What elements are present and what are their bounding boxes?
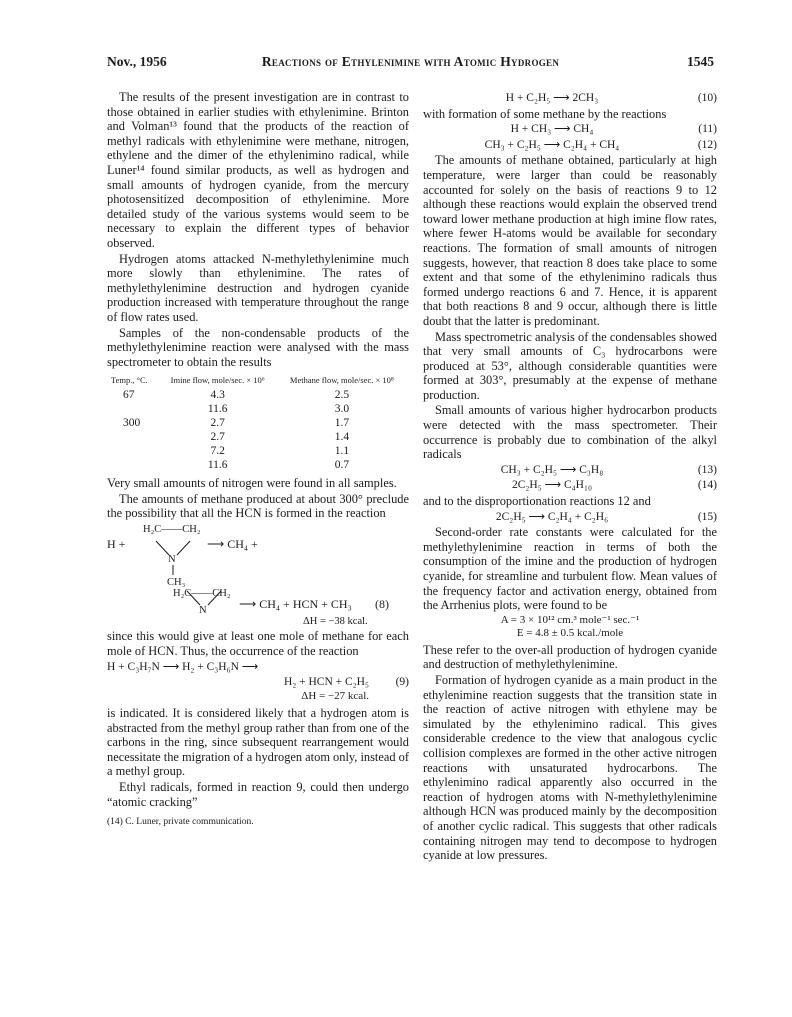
ring-bottom-h2c-ch2: H₂C——CH₂ bbox=[173, 588, 231, 600]
equation-15: 2C₂H₅ ⟶ C₂H₄ + C₂H₆ (15) bbox=[495, 510, 717, 523]
table-cell: 1.1 bbox=[334, 445, 350, 458]
h-plus: H + bbox=[107, 537, 126, 552]
equation-11: H + CH₃ ⟶ CH₄ (11) bbox=[510, 123, 717, 136]
right-column bbox=[423, 90, 717, 864]
ring-top-h2c-ch2: H₂C——CH₂ bbox=[143, 524, 201, 536]
paragraph: Formation of hydrogen cyanide as a main product in the ethylenimine reaction suggests that the transition state in the reaction of active nitrogen with ethylene may be simulated by the ethylenimino radical. This gives considerable credence to the view that analogous cyclic collision complexes are formed in the other active nitrogen reactions with unsaturated hydrocarbons. The ethylenimino radical apparently also occurred in the reaction of hydrogen atoms with N-methylethylenimine although HCN was produced mainly by the decomposition of another cyclic radical. This suggests that other radicals containing nitrogen may tend to decompose to hydrogen cyanide at low pressures. bbox=[423, 672, 717, 863]
table-cell: 4.3 bbox=[210, 389, 225, 402]
equation-13: CH₃ + C₂H₅ ⟶ C₃H₈ (13) bbox=[500, 463, 717, 476]
table-header: Imine flow, mole/sec. × 10⁶ bbox=[170, 375, 265, 386]
table-row bbox=[107, 458, 407, 472]
running-header bbox=[107, 54, 714, 74]
paragraph: Second-order rate constants were calculated for the methylethylenimine reaction in terms of both the consumption of the imine and the production of hydrogen cyanide, for streamline and turbulent flow. Mean values of the frequency factor and activation energy, obtained from the Arrhenius plots, were found to be bbox=[423, 525, 717, 613]
table-cell bbox=[107, 444, 159, 458]
table-cell: 2.7 bbox=[210, 431, 225, 444]
table-cell: 2.5 bbox=[334, 389, 350, 402]
table-cell bbox=[107, 430, 159, 444]
table-cell: 2.7 bbox=[210, 417, 225, 430]
table-cell: 11.6 bbox=[207, 403, 228, 416]
reaction-8-enthalpy: ΔH = −38 kcal. bbox=[303, 616, 368, 628]
table-header: Methane flow, mole/sec. × 10⁸ bbox=[289, 375, 394, 386]
reaction-9-number: (9) bbox=[395, 675, 409, 688]
arrow-ch4-plus: ⟶ CH₄ + bbox=[207, 537, 258, 552]
paragraph: The amounts of methane produced at about 300° preclude the possibility that all the HCN is formed in the reaction bbox=[107, 491, 409, 521]
reaction-8-structure-diagram bbox=[107, 523, 409, 627]
table-cell: 67 bbox=[123, 389, 135, 402]
paragraph: Mass spectrometric analysis of the condensables showed that very small amounts of C₃ hydrocarbons were produced at 53°, although considerable quantities were formed at 303°, presumably at the expense of methane production. bbox=[423, 329, 717, 402]
table-cell bbox=[107, 458, 159, 472]
table-row bbox=[107, 402, 407, 416]
paragraph: Hydrogen atoms attacked N-methylethylenimine much more slowly than ethylenimine. The rates of methylethylenimine destruction and hydrogen cyanide production increased with temperature throughout the range of flow rates used. bbox=[107, 251, 409, 324]
activation-energy: E = 4.8 ± 0.5 kcal./mole bbox=[516, 626, 624, 639]
reaction-9-line-2: H₂ + HCN + C₂H₅ bbox=[283, 675, 369, 688]
paragraph: The results of the present investigation are in contrast to those obtained in earlier studies with ethylenimine. Brinton and Volman¹³ found that the products of the reaction of methyl radicals with ethylenimine were methane, nitrogen, ethylene and the dimer of the ethylenimino radical, while Luner¹⁴ found similar products, as well as hydrogen and small amounts of hydrogen cyanide, from the mercury photosensitized decomposition of ethylenimine. More detailed study of the various systems would seem to be necessary to explain the different types of behavior observed. bbox=[107, 90, 409, 250]
header-page-number: 1545 bbox=[687, 54, 714, 69]
reaction-8-products: ⟶ CH₄ + HCN + CH₃ bbox=[239, 597, 352, 612]
table-cell: 0.7 bbox=[334, 459, 350, 472]
ring-bottom-n: N bbox=[199, 605, 207, 617]
footnote: (14) C. Luner, private communication. bbox=[107, 817, 254, 828]
equation-14: 2C₂H₅ ⟶ C₄H₁₀ (14) bbox=[512, 479, 717, 492]
paragraph: Ethyl radicals, formed in reaction 9, could then undergo “atomic cracking” bbox=[107, 780, 409, 809]
frequency-factor: A = 3 × 10¹² cm.³ mole⁻¹ sec.⁻¹ bbox=[500, 613, 640, 626]
left-column bbox=[107, 90, 409, 830]
paragraph: These refer to the over-all production of hydrogen cyanide and destruction of methylethylenimine. bbox=[423, 642, 717, 672]
table-cell: 1.4 bbox=[334, 431, 350, 444]
paragraph: and to the disproportionation reactions 12 and bbox=[423, 494, 651, 509]
paragraph: is indicated. It is considered likely that a hydrogen atom is abstracted from the methyl group rather than from one of the carbons in the ring, since subsequent rearrangement would necessitate the migration of a hydrogen atom only, instead of a methyl group. bbox=[107, 706, 409, 779]
table-row bbox=[107, 388, 407, 402]
reaction-8-number: (8) bbox=[375, 597, 389, 612]
methyl-substituent: CH₃ bbox=[167, 577, 186, 589]
paragraph: The amounts of methane obtained, particularly at high temperature, were larger than could be reasonably accounted for solely on the basis of reactions 9 to 12 although these reactions would explain the observed trend toward lower methane production at high imine flow rates, where fewer H-atoms would be available for secondary reactions. The formation of small amounts of nitrogen suggests, however, that reaction 8 does take place to some extent and that some of the ethylenimino radicals thus formed undergo reactions 6 and 7. Hence, it is apparent that both reactions 8 and 9 occur, although there is little doubt that the latter is predominant. bbox=[423, 153, 717, 328]
table-row bbox=[107, 444, 407, 458]
table-row bbox=[107, 416, 407, 430]
table-cell: 3.0 bbox=[334, 403, 350, 416]
paragraph: Samples of the non-condensable products of the methylethylenimine reaction were analysed with the mass spectrometer to obtain the results bbox=[107, 325, 409, 369]
header-date: Nov., 1956 bbox=[107, 54, 167, 69]
reaction-9-enthalpy: ΔH = −27 kcal. bbox=[301, 690, 369, 703]
paragraph: Small amounts of various higher hydrocarbon products were detected with the mass spectrometer. Their occurrence is probably due to combination of the alkyl radicals bbox=[423, 403, 717, 462]
table-cell bbox=[107, 402, 159, 416]
paragraph: Very small amounts of nitrogen were found in all samples. bbox=[107, 476, 397, 491]
header-title: Reactions of Ethylenimine with Atomic Hydrogen bbox=[261, 54, 560, 69]
equation-12: CH₃ + C₂H₅ ⟶ C₂H₄ + CH₄ (12) bbox=[484, 138, 717, 151]
table-row bbox=[107, 430, 407, 444]
ring-top-n: N bbox=[168, 554, 176, 566]
paragraph: with formation of some methane by the reactions bbox=[423, 106, 667, 121]
table-cell: 7.2 bbox=[210, 445, 225, 458]
reaction-9-line-1: H + C₃H₇N ⟶ H₂ + C₃H₆N ⟶ bbox=[107, 661, 259, 674]
flow-results-table bbox=[107, 375, 407, 472]
equation-10: H + C₂H₅ ⟶ 2CH₃ (10) bbox=[505, 92, 717, 104]
table-cell: 300 bbox=[123, 417, 141, 430]
reaction-9 bbox=[107, 660, 409, 704]
paragraph: since this would give at least one mole of methane for each mole of HCN. Thus, the occurrence of the reaction bbox=[107, 629, 409, 658]
table-cell: 1.7 bbox=[334, 417, 350, 430]
table-cell: 11.6 bbox=[207, 459, 228, 472]
table-header: Temp., °C. bbox=[111, 375, 148, 386]
